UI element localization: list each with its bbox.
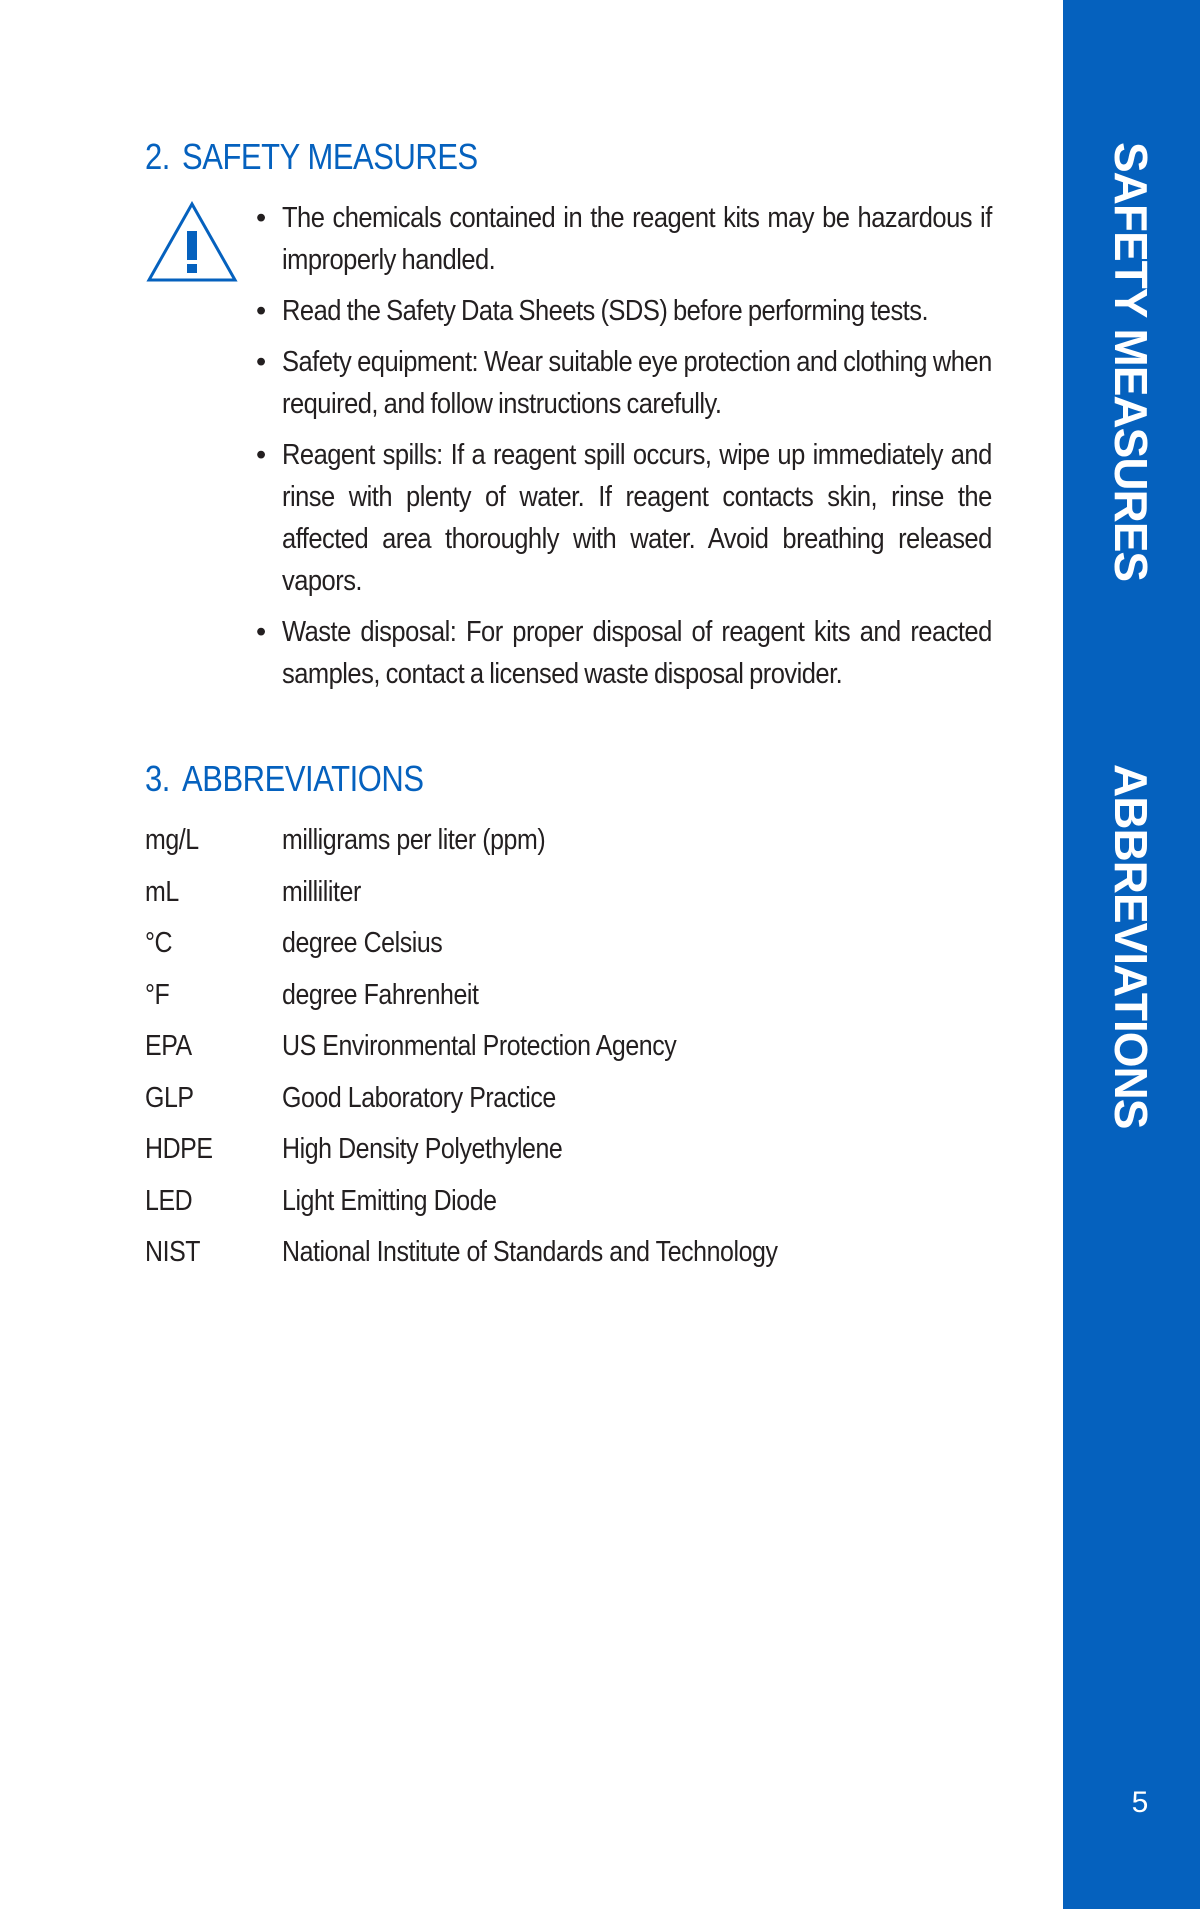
abbreviations-heading <box>145 758 424 800</box>
abbreviation-row <box>145 867 905 919</box>
abbreviation-term: mg/L <box>145 824 199 857</box>
abbrev-section-number: 3. <box>145 758 170 799</box>
abbreviation-definition: High Density Polyethylene <box>282 1133 563 1166</box>
abbreviation-row <box>145 970 905 1022</box>
safety-bullet-list <box>256 197 992 704</box>
abbreviation-definition: Light Emitting Diode <box>282 1184 497 1217</box>
side-tab-abbreviations: ABBREVIATIONS <box>1105 764 1157 1129</box>
abbreviation-row <box>145 918 905 970</box>
safety-bullet: • Safety equipment: Wear suitable eye protection and clothing when required, and follow instructions carefully. <box>256 341 992 425</box>
abbreviation-term: GLP <box>145 1081 194 1114</box>
abbreviation-term: LED <box>145 1184 193 1217</box>
abbreviation-list <box>145 815 905 1279</box>
safety-bullet: • The chemicals contained in the reagent kits may be hazardous if improperly handled. <box>256 197 992 281</box>
abbreviation-row <box>145 1124 905 1176</box>
safety-section-number: 2. <box>145 136 170 177</box>
safety-bullet: • Reagent spills: If a reagent spill occurs, wipe up immediately and rinse with plenty of water. If reagent contacts skin, rinse the affected area thoroughly with water. Avoid breathing released vapors. <box>256 434 992 602</box>
abbreviation-row <box>145 1073 905 1125</box>
abbreviation-row <box>145 1176 905 1228</box>
page-number: 5 <box>1131 1786 1149 1819</box>
abbreviation-term: HDPE <box>145 1133 213 1166</box>
safety-section-title: SAFETY MEASURES <box>182 136 478 177</box>
abbreviation-row <box>145 1227 905 1279</box>
safety-bullet: • Read the Safety Data Sheets (SDS) before performing tests. <box>256 290 992 332</box>
warning-triangle-icon <box>146 201 238 283</box>
abbreviation-definition: National Institute of Standards and Technology <box>282 1236 778 1269</box>
abbreviation-term: °C <box>145 927 173 960</box>
abbreviation-term: NIST <box>145 1236 201 1269</box>
abbreviation-term: mL <box>145 875 179 908</box>
safety-bullet: • Waste disposal: For proper disposal of reagent kits and reacted samples, contact a licensed waste disposal provider. <box>256 611 992 695</box>
abbreviation-definition: milliliter <box>282 875 361 908</box>
abbreviation-row <box>145 1021 905 1073</box>
safety-measures-heading <box>145 136 478 178</box>
abbreviation-row <box>145 815 905 867</box>
abbreviation-term: EPA <box>145 1030 192 1063</box>
abbreviation-definition: degree Fahrenheit <box>282 978 479 1011</box>
abbreviation-definition: milligrams per liter (ppm) <box>282 824 546 857</box>
abbreviation-definition: Good Laboratory Practice <box>282 1081 556 1114</box>
side-tab-safety-measures: SAFETY MEASURES <box>1105 142 1157 582</box>
abbreviation-term: °F <box>145 978 170 1011</box>
abbreviation-definition: degree Celsius <box>282 927 443 960</box>
abbrev-section-title: ABBREVIATIONS <box>182 758 424 799</box>
abbreviation-definition: US Environmental Protection Agency <box>282 1030 677 1063</box>
